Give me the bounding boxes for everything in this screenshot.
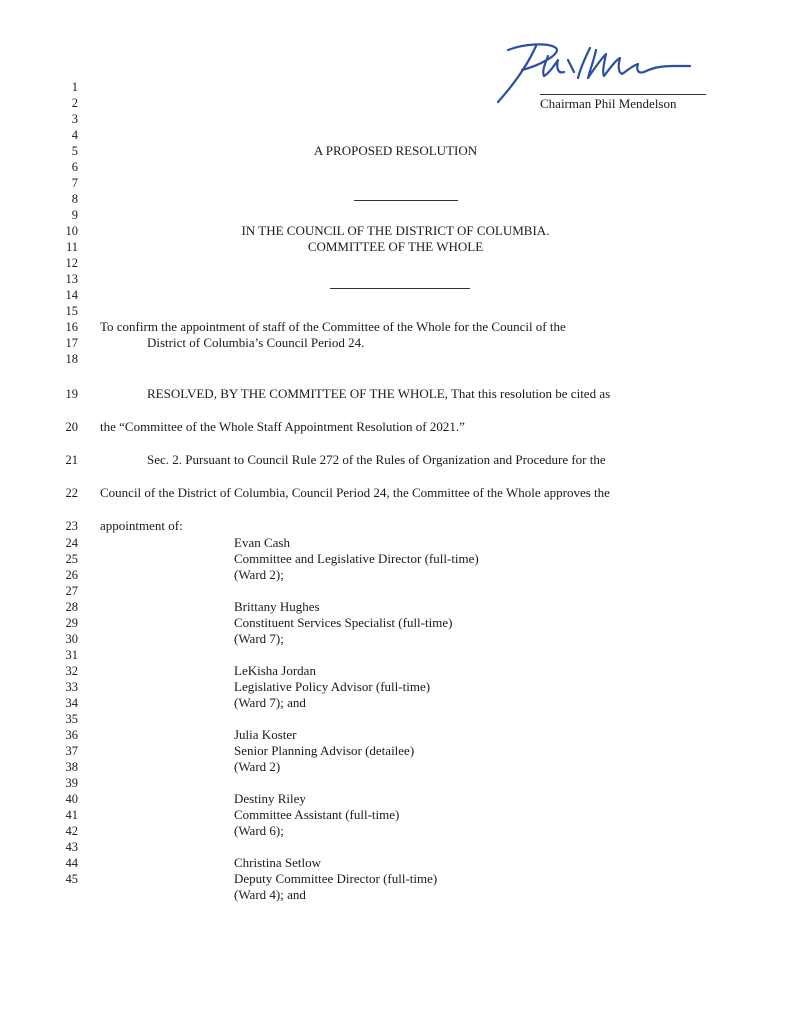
- line-number: 8: [71, 192, 78, 206]
- signature-line: [540, 94, 706, 95]
- appointee-name: Julia Koster: [234, 727, 297, 742]
- line-number: 19: [65, 387, 78, 401]
- appointee-name: LeKisha Jordan: [234, 663, 316, 678]
- resolved-line: the “Committee of the Whole Staff Appointment Resolution of 2021.”: [100, 419, 465, 434]
- line-number: 32: [65, 664, 78, 678]
- line-number: 37: [65, 744, 78, 758]
- committee-heading: COMMITTEE OF THE WHOLE: [307, 239, 484, 254]
- line-number: 2: [71, 96, 78, 110]
- line-number: 12: [65, 256, 78, 270]
- line-number: 39: [65, 776, 78, 790]
- line-number: 16: [65, 320, 78, 334]
- appointee-title: Senior Planning Advisor (detailee): [234, 743, 415, 758]
- line-number: 40: [65, 792, 78, 806]
- line-number: 44: [65, 856, 78, 870]
- resolved-line: RESOLVED, BY THE COMMITTEE OF THE WHOLE, That this resolution be cited as: [147, 386, 611, 401]
- line-number: 17: [65, 336, 78, 350]
- appointee-name: Evan Cash: [234, 535, 290, 550]
- divider-rule: [330, 288, 470, 289]
- line-number: 3: [71, 112, 78, 126]
- line-number: 34: [65, 696, 78, 710]
- line-number: 42: [65, 824, 78, 838]
- appointee-title: Deputy Committee Director (full-time): [234, 871, 438, 886]
- appointee-name: Christina Setlow: [234, 855, 322, 870]
- line-number: 27: [65, 584, 78, 598]
- line-number: 20: [65, 420, 78, 434]
- line-number: 24: [65, 536, 78, 550]
- line-number: 4: [71, 128, 78, 142]
- line-number: 35: [65, 712, 78, 726]
- document-title: A PROPOSED RESOLUTION: [313, 143, 478, 158]
- section-2-line: appointment of:: [100, 518, 183, 533]
- line-number: 22: [65, 486, 78, 500]
- line-number: 43: [65, 840, 78, 854]
- line-number: 14: [65, 288, 78, 302]
- line-number: 45: [65, 872, 78, 886]
- line-number: 31: [65, 648, 78, 662]
- line-number: 10: [65, 224, 78, 238]
- line-number: 23: [65, 519, 78, 533]
- line-number: 28: [65, 600, 78, 614]
- line-number: 15: [65, 304, 78, 318]
- appointee-title: Legislative Policy Advisor (full-time): [234, 679, 431, 694]
- appointee-title: Constituent Services Specialist (full-time): [234, 615, 453, 630]
- line-number: 21: [65, 453, 78, 467]
- line-number: 36: [65, 728, 78, 742]
- purpose-line: District of Columbia’s Council Period 24.: [147, 335, 365, 350]
- line-number: 41: [65, 808, 78, 822]
- line-number: 33: [65, 680, 78, 694]
- appointee-title: Committee Assistant (full-time): [234, 807, 400, 822]
- appointee-ward: (Ward 7); and: [234, 695, 306, 710]
- line-number: 29: [65, 616, 78, 630]
- line-number: 25: [65, 552, 78, 566]
- appointee-ward: (Ward 6);: [234, 823, 284, 838]
- line-number: 11: [65, 240, 78, 254]
- line-number: 7: [71, 176, 78, 190]
- line-number: 26: [65, 568, 78, 582]
- appointee-ward: (Ward 4); and: [234, 887, 306, 902]
- appointee-ward: (Ward 7);: [234, 631, 284, 646]
- line-number: 1: [71, 80, 78, 94]
- appointee-name: Brittany Hughes: [234, 599, 320, 614]
- line-number: 18: [65, 352, 78, 366]
- council-heading: IN THE COUNCIL OF THE DISTRICT OF COLUMBIA.: [241, 223, 550, 238]
- appointee-ward: (Ward 2): [234, 759, 281, 774]
- section-2-line: Council of the District of Columbia, Council Period 24, the Committee of the Whole approves the: [100, 485, 610, 500]
- line-number: 9: [71, 208, 78, 222]
- line-number: 13: [65, 272, 78, 286]
- section-2-line: Sec. 2. Pursuant to Council Rule 272 of the Rules of Organization and Procedure for the: [147, 452, 606, 467]
- line-number: 30: [65, 632, 78, 646]
- line-number: 6: [71, 160, 78, 174]
- appointee-title: Committee and Legislative Director (full-time): [234, 551, 479, 566]
- line-number: 5: [71, 144, 78, 158]
- line-number: 38: [65, 760, 78, 774]
- appointee-name: Destiny Riley: [234, 791, 306, 806]
- divider-rule: [354, 200, 458, 201]
- appointee-ward: (Ward 2);: [234, 567, 284, 582]
- purpose-line: To confirm the appointment of staff of the Committee of the Whole for the Council of the: [100, 319, 566, 334]
- signature-caption: Chairman Phil Mendelson: [540, 96, 677, 111]
